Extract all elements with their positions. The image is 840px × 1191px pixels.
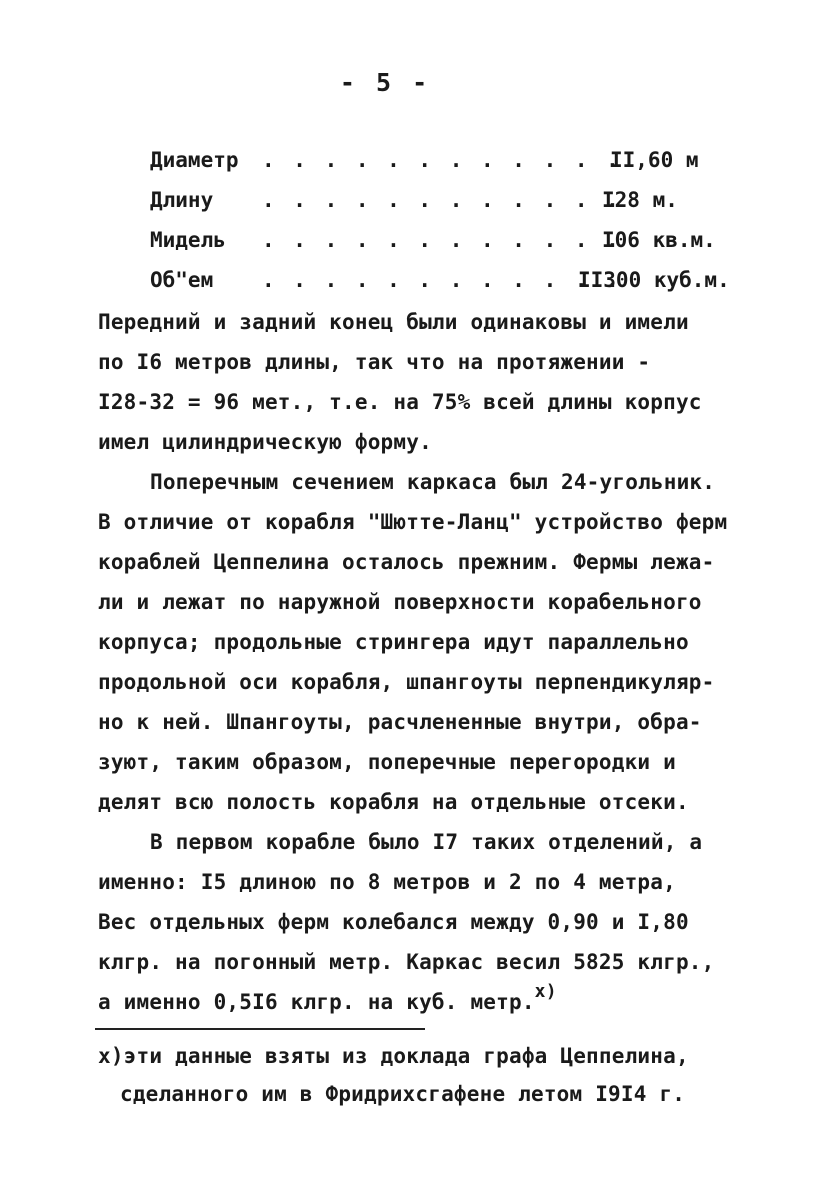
spec-value: II300 куб.м. [578, 268, 730, 292]
footnote-line: х)эти данные взяты из доклада графа Цеппелина, [98, 1044, 689, 1068]
body-line-text: а именно 0,5I6 клгр. на куб. метр. [98, 990, 535, 1014]
spec-label: Об"ем [150, 268, 214, 292]
body-line: В отличие от корабля "Шютте-Ланц" устройство ферм [98, 510, 728, 534]
leader-dots: . . . . . . . . . . . . [262, 268, 622, 292]
body-line: зуют, таким образом, поперечные перегородки и [98, 750, 676, 774]
body-line: клгр. на погонный метр. Каркас весил 5825 клгр., [98, 950, 715, 974]
page-number: - 5 - [339, 68, 431, 97]
spec-label: Диаметр [150, 148, 239, 172]
footnote-separator [95, 1028, 425, 1030]
body-line: В первом корабле было I7 таких отделений, а [150, 830, 703, 854]
spec-value: I28 м. [602, 188, 678, 212]
spec-label: Мидель [150, 228, 226, 252]
leader-dots: . . . . . . . . . . . . [262, 148, 622, 172]
leader-dots: . . . . . . . . . . . . [262, 228, 622, 252]
spec-row-diameter [150, 148, 750, 188]
body-line: но к ней. Шпангоуты, расчлененные внутри, обра- [98, 710, 702, 734]
body-line: продольной оси корабля, шпангоуты перпендикуляр- [98, 670, 715, 694]
spec-row-length [150, 188, 750, 228]
body-line: I28-32 = 96 мет., т.е. на 75% всей длины корпус [98, 390, 702, 414]
spec-value: I06 кв.м. [602, 228, 716, 252]
footnote-marker: x) [534, 981, 557, 1002]
body-line: Передний и задний конец были одинаковы и имели [98, 310, 689, 334]
body-line: кораблей Цеппелина осталось прежним. Фермы лежа- [98, 550, 715, 574]
body-line: Поперечным сечением каркаса был 24-угольник. [150, 470, 716, 494]
body-line: по I6 метров длины, так что на протяжении - [98, 350, 651, 374]
spec-row-midsection [150, 228, 750, 268]
spec-label: Длину [150, 188, 214, 212]
body-line: корпуса; продольные стрингера идут параллельно [98, 630, 689, 654]
body-line: именно: I5 длиною по 8 метров и 2 по 4 метра, [98, 870, 676, 894]
body-line-last [98, 981, 557, 1014]
body-line: делят всю полость корабля на отдельные отсеки. [98, 790, 689, 814]
spec-value: II,60 м [610, 148, 699, 172]
body-line: ли и лежат по наружной поверхности корабельного [98, 590, 702, 614]
body-line: имел цилиндрическую форму. [98, 430, 432, 454]
spec-row-volume [150, 268, 750, 308]
leader-dots: . . . . . . . . . . . . [262, 188, 622, 212]
body-line: Вес отдельных ферм колебался между 0,90 и I,80 [98, 910, 689, 934]
footnote-line: сделанного им в Фридрихсгафене летом I9I4 г. [120, 1082, 686, 1106]
